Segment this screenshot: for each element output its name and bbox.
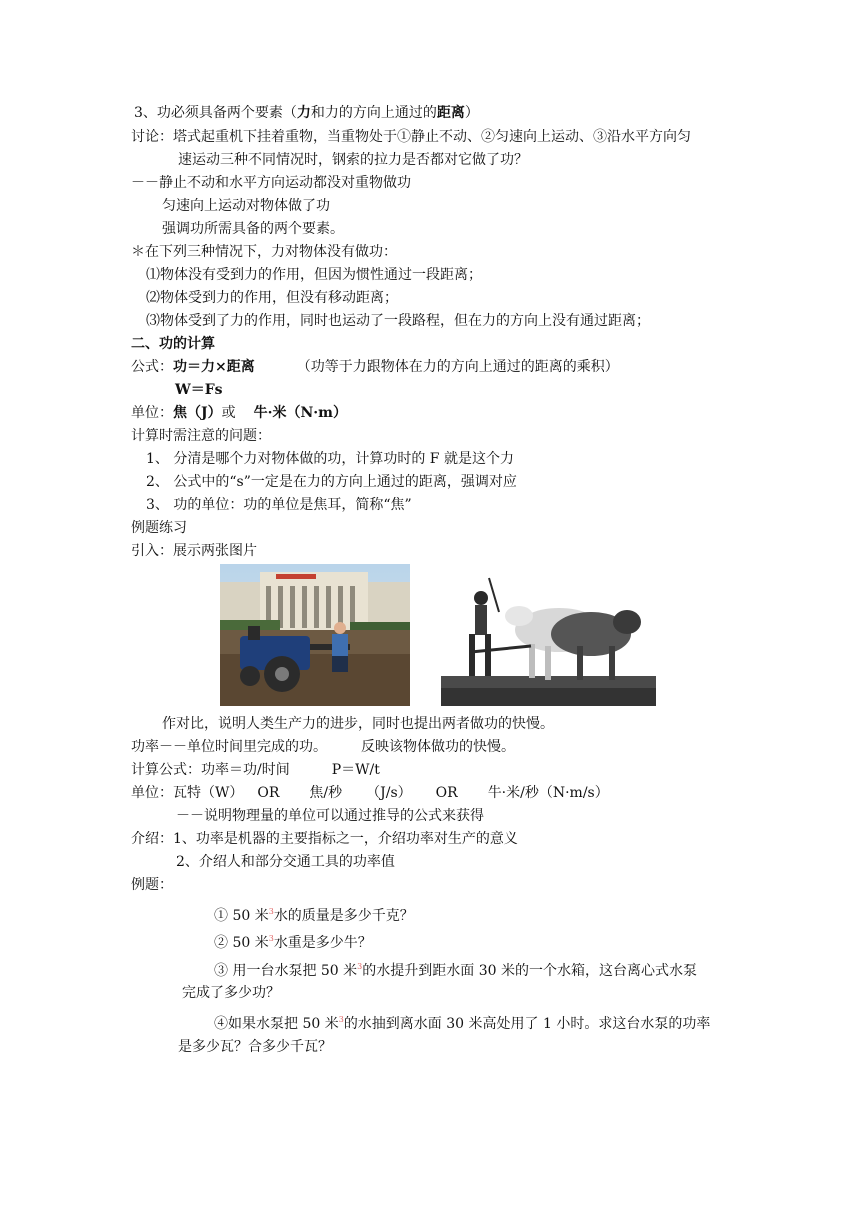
text: 和力的方向上通过的 [310,105,437,121]
text: 单位：瓦特（W） [131,785,244,801]
text: 单位： [131,405,173,421]
tractor-photo [220,564,410,706]
bold-text: 距离 [436,105,465,121]
text: ① 50 米 [214,908,269,924]
example-label: 例题： [131,877,173,893]
text: OR [435,785,458,801]
text: 焦/秒 [309,785,343,801]
text: ） [464,105,479,121]
note-item: 1、 分清是哪个力对物体做的功，计算功时的 F 就是这个力 [146,451,514,467]
text: 功率－－单位时间里完成的功。 [131,739,327,755]
question-3 [214,957,697,981]
no-work-case: ⑴物体没有受到力的作用，但因为惯性通过一段距离； [146,267,482,283]
text: （功等于力跟物体在力的方向上通过的距离的乘积） [296,359,619,375]
discussion-line-cont: 速运动三种不同情况时，钢索的拉力是否都对它做了功？ [178,152,528,168]
work-two-elements-line [134,103,479,123]
bold-text: 功＝力×距离 [173,359,255,375]
superscript: 3 [357,962,363,971]
unit-line [131,403,347,423]
text: 水重是多少牛？ [273,935,372,951]
note-item: 2、 公式中的“s”一定是在力的方向上通过的距离，强调对应 [146,474,517,490]
text: 牛·米/秒（N·m/s） [487,785,609,801]
text: 或 [221,405,236,421]
power-formula [131,760,380,780]
text: P＝W/t [331,762,380,778]
text: OR [257,785,280,801]
note-item: 3、 功的单位：功的单位是焦耳，简称“焦” [146,497,412,513]
intro-line: 引入：展示两张图片 [131,543,257,559]
text: 水的质量是多少千克？ [273,908,414,924]
intro-item: 2、介绍人和部分交通工具的功率值 [176,854,395,870]
discussion-line: 讨论：塔式起重机下挂着重物，当重物处于①静止不动、②匀速向上运动、③沿水平方向匀 [131,129,691,145]
text: 3、功必须具备两个要素（ [134,105,297,121]
answer-line: 强调功所需具备的两个要素。 [162,221,344,237]
no-work-case: ⑵物体受到力的作用，但没有移动距离； [146,290,398,306]
text: 计算公式：功率＝功/时间 [131,762,290,778]
formula-line [131,357,619,377]
intro-item: 介绍：1、功率是机器的主要指标之一，介绍功率对生产的意义 [131,831,518,847]
bold-text: 焦（J） [173,405,222,421]
unit-note: －－说明物理量的单位可以通过推导的公式来获得 [176,808,484,824]
bold-text: 力 [296,105,311,121]
power-definition [131,737,515,757]
answer-line: －－静止不动和水平方向运动都没对重物做功 [131,175,411,191]
text: ② 50 米 [214,935,269,951]
question-2 [214,929,372,953]
text: ④如果水泵把 50 米 [214,1016,339,1032]
bold-text: 牛·米（N·m） [253,405,347,421]
text: 的水提升到距水面 30 米的一个水箱，这台离心式水泵 [362,963,697,979]
question-3-cont: 完成了多少功？ [182,985,280,1001]
answer-line: 匀速向上运动对物体做了功 [162,198,330,214]
question-4 [214,1010,710,1034]
text: 反映该物体做功的快慢。 [361,739,515,755]
section-heading: 二、功的计算 [131,336,215,352]
oxen-plough-photo [441,572,656,706]
superscript: 3 [338,1015,344,1024]
question-1 [214,902,414,926]
notes-heading: 计算时需注意的问题： [131,428,271,444]
no-work-case: ⑶物体受到了力的作用，同时也运动了一段路程，但在力的方向上没有通过距离； [146,313,650,329]
text: ③ 用一台水泵把 50 米 [214,963,358,979]
example-heading: 例题练习 [131,520,187,536]
text: 的水抽到离水面 30 米高处用了 1 小时。求这台水泵的功率 [343,1016,711,1032]
power-units [131,783,609,803]
superscript: 3 [268,907,274,916]
formula-symbol: W＝Fs [175,382,223,398]
no-work-heading: ＊在下列三种情况下，力对物体没有做功： [131,244,397,260]
text: （J/s） [366,785,412,801]
comparison-line: 作对比，说明人类生产力的进步，同时也提出两者做功的快慢。 [162,716,554,732]
text: 公式： [131,359,173,375]
superscript: 3 [268,934,274,943]
question-4-cont: 是多少瓦？合多少千瓦？ [178,1039,332,1055]
